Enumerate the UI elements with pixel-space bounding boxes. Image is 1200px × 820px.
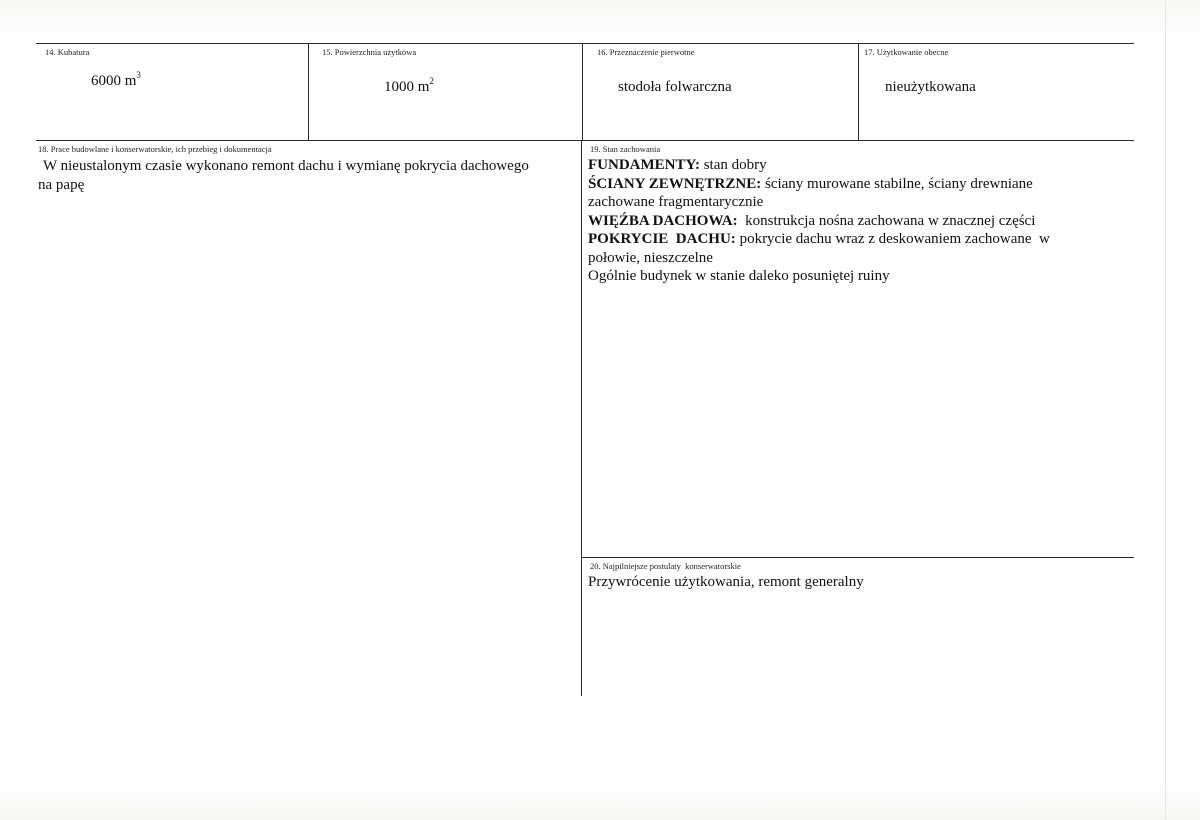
sciany-line-2: zachowane fragmentarycznie (588, 194, 764, 210)
divider-15-16 (582, 43, 583, 140)
divider-18-19 (581, 140, 582, 696)
fundamenty-text: stan dobry (699, 157, 767, 173)
fundamenty-heading: FUNDAMENTY: (588, 157, 700, 173)
divider-16-17 (858, 43, 859, 140)
fundamenty-line (588, 156, 1133, 175)
pokrycie-heading: POKRYCIE DACHU: (588, 231, 736, 247)
field-18-label: 18. Prace budowlane i konserwatorskie, ich przebieg i dokumentacja (38, 144, 272, 154)
wiezba-line (588, 212, 1133, 231)
field-20-label: 20. Najpilniejsze postulaty konserwatorskie (590, 561, 741, 571)
pokrycie-line-2: połowie, nieszczelne (588, 249, 713, 266)
field-14-number: 6000 m (91, 73, 137, 89)
row-divider-line (36, 140, 1134, 141)
divider-14-15 (308, 43, 309, 140)
top-border-line (36, 43, 1134, 44)
sciany-text: ściany murowane stabilne, ściany drewniane (761, 175, 1033, 192)
field-17-value: nieużytkowana (885, 79, 976, 95)
pokrycie-line (588, 230, 1133, 249)
field-20-text: Przywrócenie użytkowania, remont generalny (588, 574, 864, 590)
field-14-label: 14. Kubatura (45, 47, 90, 57)
field-19-label: 19. Stan zachowania (590, 144, 661, 154)
divider-19-20 (581, 557, 1134, 558)
field-15-number: 1000 m (384, 79, 430, 95)
field-14-exponent: 3 (136, 70, 141, 80)
wiezba-text: konstrukcja nośna zachowana w znacznej części (737, 212, 1036, 229)
sciany-line (588, 175, 1133, 194)
field-16-label: 16. Przeznaczenie pierwotne (597, 47, 695, 57)
field-15-exponent: 2 (429, 76, 434, 86)
field-15-value (384, 76, 434, 96)
field-18-line-1: W nieustalonym czasie wykonano remont dachu i wymianę pokrycia dachowego (43, 158, 529, 174)
pokrycie-text: pokrycie dachu wraz z deskowaniem zachowane w (735, 231, 1050, 247)
field-17-label: 17. Użytkowanie obecne (864, 47, 949, 57)
field-19-text (588, 156, 1133, 286)
page-edge (1165, 0, 1166, 820)
ogolnie-line: Ogólnie budynek w stanie daleko posuniętej ruiny (588, 268, 890, 284)
field-16-value: stodoła folwarczna (618, 79, 732, 95)
field-14-value (91, 70, 141, 90)
field-18-line-2: na papę (38, 176, 85, 193)
field-18-text (38, 157, 578, 194)
wiezba-heading: WIĘŹBA DACHOWA: (588, 212, 738, 229)
sciany-heading: ŚCIANY ZEWNĘTRZNE: (588, 175, 762, 192)
field-15-label: 15. Powierzchnia użytkowa (322, 47, 417, 57)
